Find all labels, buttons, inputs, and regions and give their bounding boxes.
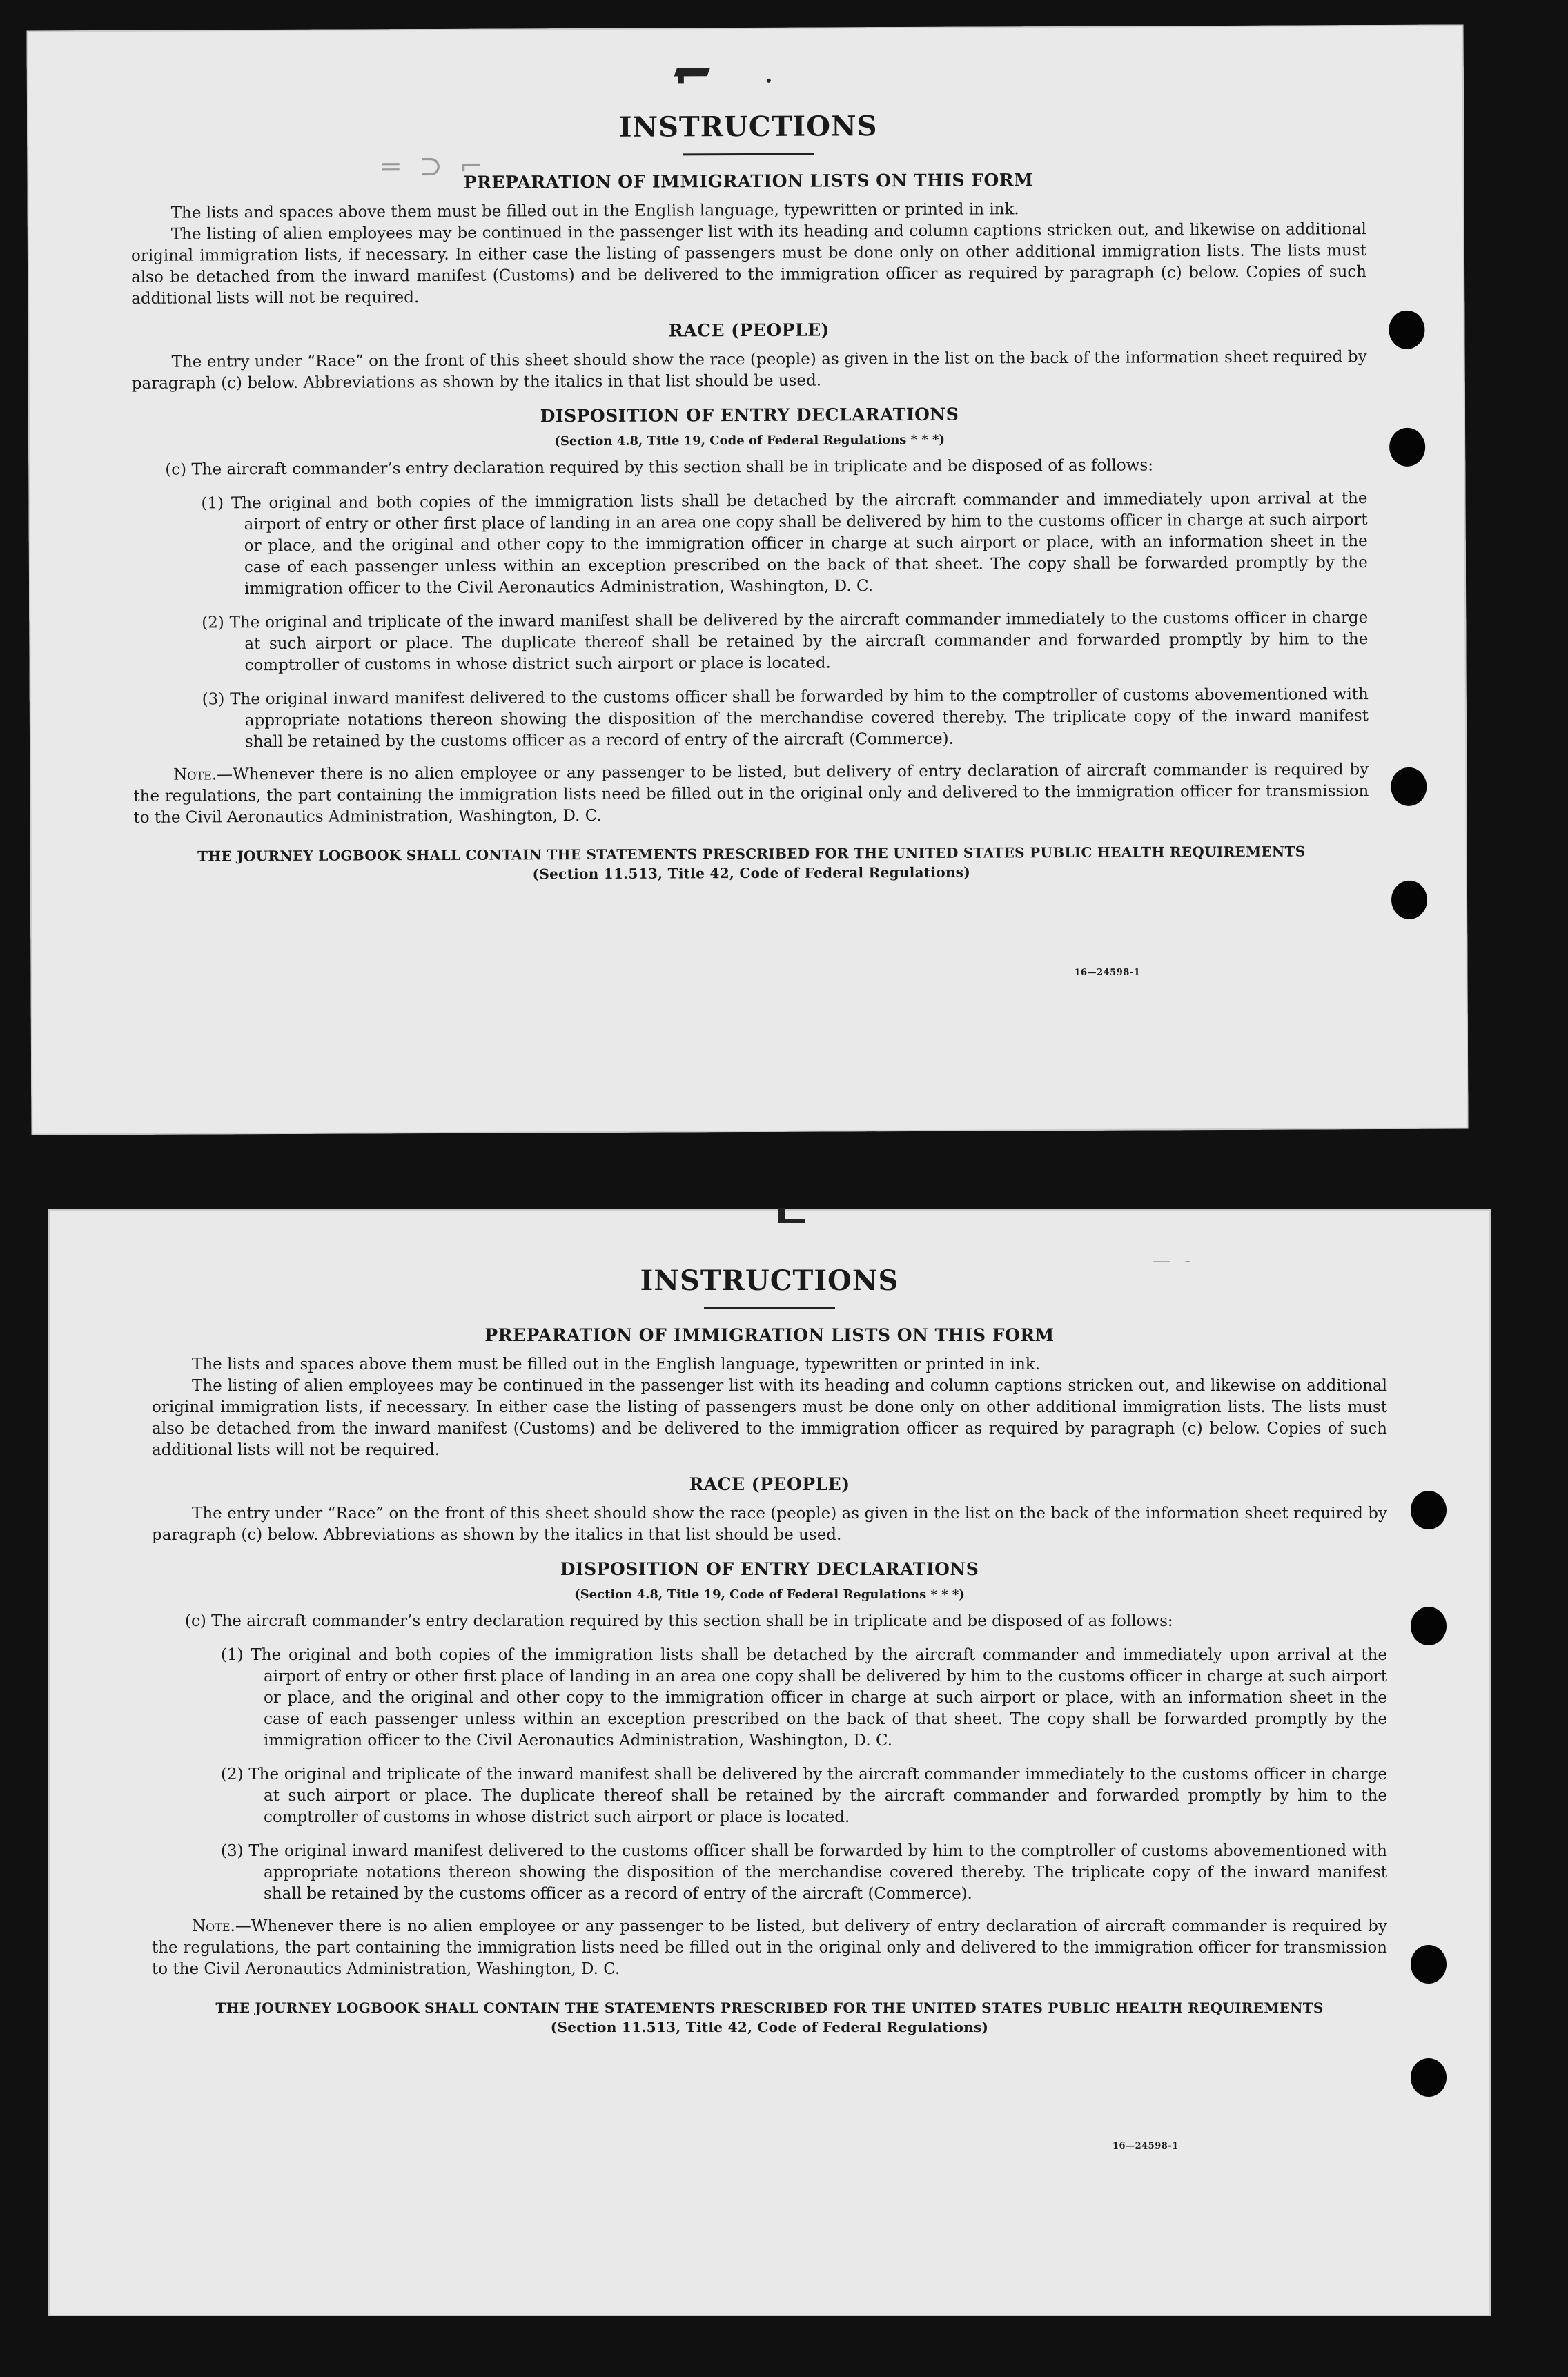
- preparation-paragraph-1: The lists and spaces above them must be filled out in the English language, typewritten or printed in ink.: [192, 1356, 1041, 1373]
- clause-c: (c) The aircraft commander’s entry declaration required by this section shall be in triplicate and be disposed of as follows:: [185, 1612, 1173, 1630]
- list-item-3: (3) The original inward manifest delivered to the customs officer shall be forwarded by him to the comptroller of customs abovementioned with appropriate notations thereon showing the disposition of the merchandise covered thereby. The triplicate copy of the inward manifest shall be retained by the customs officer as a record of entry of the aircraft (Commerce).: [221, 1842, 1387, 1903]
- sheet-1-content: [130, 108, 1369, 886]
- note-label: Note.: [192, 1917, 235, 1935]
- preparation-heading: PREPARATION OF IMMIGRATION LISTS ON THIS FORM: [463, 170, 1034, 193]
- pencil-mark: = ⊃ ⌐: [379, 150, 487, 183]
- instruction-sheet-2: [48, 1209, 1491, 2316]
- note-paragraph: [152, 1916, 1387, 1980]
- race-paragraph: The entry under “Race” on the front of this sheet should show the race (people) as given in the list on the back of the information sheet required by paragraph (c) below. Abbreviations as shown by the italics in that list should be used.: [131, 348, 1367, 393]
- form-number: 16—24598-1: [1074, 967, 1141, 978]
- punch-hole: [1411, 2058, 1447, 2097]
- preparation-paragraph-2: The listing of alien employees may be continued in the passenger list with its heading and column captions stricken out, and likewise on additional original immigration lists, if necessary. In either case the listing of passengers must be done only on other additional immigration lists. The lists must also be detached from the inward manifest (Customs) and be delivered to the immigration officer as required by paragraph (c) below. Copies of such additional lists will not be required.: [130, 220, 1367, 308]
- race-paragraph: The entry under “Race” on the front of this sheet should show the race (people) as given in the list on the back of the information sheet required by paragraph (c) below. Abbreviations as shown by the italics in that list should be used.: [152, 1505, 1387, 1544]
- list-item-1: (1) The original and both copies of the immigration lists shall be detached by the aircraft commander and immediately upon arrival at the airport of entry or other first place of landing in an area one copy shall be delivered by him to the customs officer in charge at such airport or place, and the original and other copy to the immigration officer in charge at such airport or place, with an information sheet in the case of each passenger unless within an exception prescribed on the back of that sheet. The copy shall be forwarded promptly by the immigration officer to the Civil Aeronautics Administration, Washington, D. C.: [201, 489, 1368, 598]
- page-title: INSTRUCTIONS: [640, 1264, 899, 1297]
- preparation-paragraph-2: The listing of alien employees may be continued in the passenger list with its heading and column captions stricken out, and likewise on additional original immigration lists, if necessary. In either case the listing of passengers must be done only on other additional immigration lists. The lists must also be detached from the inward manifest (Customs) and be delivered to the immigration officer as required by paragraph (c) below. Copies of such additional lists will not be required.: [152, 1377, 1387, 1459]
- ink-smudge: [767, 79, 771, 83]
- ink-smudge: [783, 1219, 805, 1223]
- pencil-mark: — ‑: [1153, 1251, 1195, 1271]
- list-item-2: (2) The original and triplicate of the inward manifest shall be delivered by the aircraft commander immediately to the customs officer in charge at such airport or place. The duplicate thereof shall be retained by the aircraft commander and forwarded promptly by him to the comptroller of customs in whose district such airport or place is located.: [202, 609, 1369, 675]
- disposition-citation: (Section 4.8, Title 19, Code of Federal Regulations * * *): [554, 432, 945, 449]
- punch-hole: [1389, 428, 1425, 467]
- punch-hole: [1391, 881, 1427, 919]
- punch-hole: [1411, 1491, 1447, 1529]
- footer-requirement: THE JOURNEY LOGBOOK SHALL CONTAIN THE STATEMENTS PRESCRIBED FOR THE UNITED STATES PUBLIC HEALTH REQUIREMENTS: [215, 1999, 1324, 2016]
- footer-block: [134, 841, 1369, 886]
- punch-hole: [1411, 1945, 1447, 1984]
- note-label: Note.: [173, 765, 217, 784]
- punch-hole: [1411, 1607, 1447, 1645]
- preparation-heading: PREPARATION OF IMMIGRATION LISTS ON THIS FORM: [484, 1325, 1055, 1345]
- title-underline: [704, 1307, 835, 1309]
- footer-citation: (Section 11.513, Title 42, Code of Federal Regulations): [550, 2019, 989, 2035]
- footer-block: [152, 1998, 1387, 2037]
- disposition-citation: (Section 4.8, Title 19, Code of Federal Regulations * * *): [574, 1587, 965, 1602]
- disposition-heading: DISPOSITION OF ENTRY DECLARATIONS: [560, 1559, 979, 1579]
- sheet-2-content: [152, 1264, 1387, 2037]
- punch-hole: [1391, 767, 1427, 806]
- list-item-3: (3) The original inward manifest delivered to the customs officer shall be forwarded by him to the comptroller of customs abovementioned with appropriate notations thereon showing the disposition of the merchandise covered thereby. The triplicate copy of the inward manifest shall be retained by the customs officer as a record of entry of the aircraft (Commerce).: [202, 685, 1369, 752]
- punch-hole: [1389, 311, 1424, 349]
- ink-smudge: [678, 73, 684, 83]
- disposition-heading: DISPOSITION OF ENTRY DECLARATIONS: [540, 404, 959, 427]
- note-text: —Whenever there is no alien employee or any passenger to be listed, but delivery of entry declaration of aircraft commander is required by the regulations, the part containing the immigration lists need be filled out in the original only and delivered to the immigration officer for transmission to the Civil Aeronautics Administration, Washington, D. C.: [133, 761, 1369, 827]
- note-text: —Whenever there is no alien employee or any passenger to be listed, but delivery of entry declaration of aircraft commander is required by the regulations, the part containing the immigration lists need be filled out in the original only and delivered to the immigration officer for transmission to the Civil Aeronautics Administration, Washington, D. C.: [152, 1917, 1387, 1978]
- clause-c: (c) The aircraft commander’s entry declaration required by this section shall be in triplicate and be disposed of as follows:: [165, 456, 1154, 479]
- page-title: INSTRUCTIONS: [618, 110, 878, 144]
- list-item-1: (1) The original and both copies of the immigration lists shall be detached by the aircraft commander and immediately upon arrival at the airport of entry or other first place of landing in an area one copy shall be delivered by him to the customs officer in charge at such airport or place, and the original and other copy to the immigration officer in charge at such airport or place, with an information sheet in the case of each passenger unless within an exception prescribed on the back of that sheet. The copy shall be forwarded promptly by the immigration officer to the Civil Aeronautics Administration, Washington, D. C.: [221, 1646, 1387, 1750]
- list-item-2: (2) The original and triplicate of the inward manifest shall be delivered by the aircraft commander immediately to the customs officer in charge at such airport or place. The duplicate thereof shall be retained by the aircraft commander and forwarded promptly by him to the comptroller of customs in whose district such airport or place is located.: [221, 1765, 1387, 1826]
- race-heading: RACE (PEOPLE): [689, 1474, 850, 1494]
- title-underline: [683, 153, 814, 156]
- preparation-paragraph-1: The lists and spaces above them must be filled out in the English language, typewritten or printed in ink.: [170, 200, 1019, 222]
- footer-requirement: THE JOURNEY LOGBOOK SHALL CONTAIN THE STATEMENTS PRESCRIBED FOR THE UNITED STATES PUBLIC HEALTH REQUIREMENTS: [197, 843, 1306, 865]
- footer-citation: (Section 11.513, Title 42, Code of Federal Regulations): [532, 863, 971, 883]
- race-heading: RACE (PEOPLE): [668, 320, 830, 341]
- instruction-sheet-1: [27, 24, 1469, 1135]
- note-paragraph: [133, 759, 1369, 829]
- form-number: 16—24598-1: [1113, 2141, 1179, 2151]
